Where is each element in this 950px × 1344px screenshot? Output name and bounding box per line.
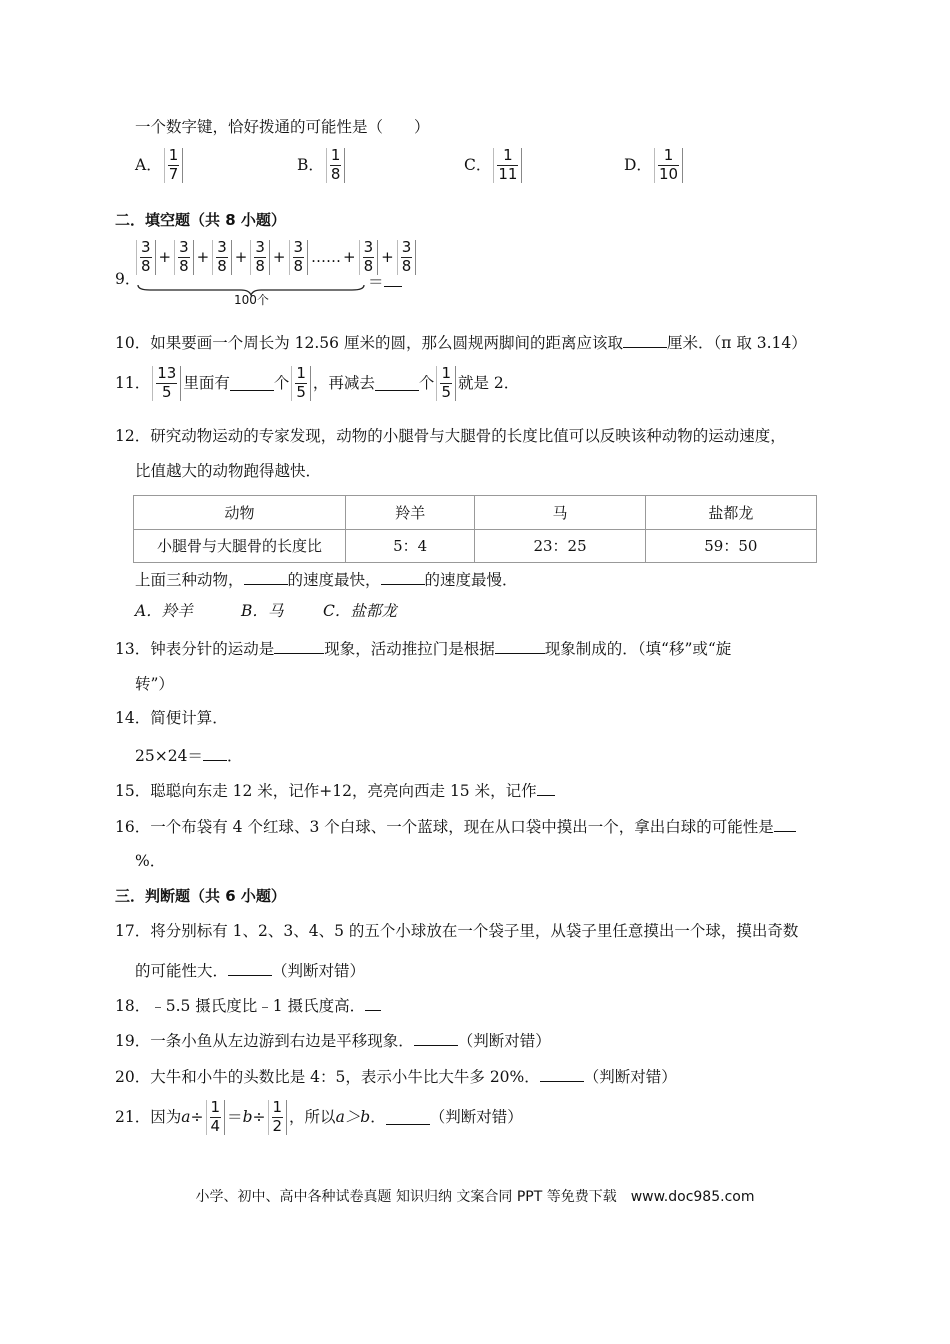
- table-header-cell: 盐都龙: [645, 496, 816, 530]
- q12-option-a: A．羚羊: [135, 602, 193, 620]
- answer-blank[interactable]: [774, 817, 796, 832]
- table-cell: 5：4: [345, 529, 474, 563]
- answer-blank[interactable]: [540, 1067, 584, 1082]
- q19-text: （判断对错）: [457, 1032, 551, 1050]
- q-number: 16．: [115, 818, 151, 836]
- q12-after: [135, 570, 518, 589]
- q9-sum-row: [134, 240, 418, 275]
- q-number: 15．: [115, 782, 151, 800]
- q-number: 11．: [115, 373, 151, 392]
- q9-term: $\frac{3}{8}$: [136, 240, 156, 275]
- answer-blank[interactable]: [375, 376, 419, 391]
- q11-text: ，再减去: [312, 373, 375, 392]
- q12-line1: [115, 429, 786, 445]
- q16-text: 一个布袋有 4 个红球、3 个白球、一个蓝球，现在从口袋中摸出一个，拿出白球的可能性是: [150, 818, 774, 836]
- plus-sign: +: [272, 248, 286, 267]
- q9-term: $\frac{3}{8}$: [212, 240, 232, 275]
- table-cell: 23：25: [475, 529, 645, 563]
- q14: [115, 711, 228, 727]
- q8-option-a: [135, 148, 185, 183]
- q21-var-a: a: [181, 1107, 191, 1126]
- q10: [115, 333, 807, 352]
- q15: [115, 781, 555, 800]
- q12-option-b: B．马: [241, 602, 284, 620]
- q10-text-end: 厘米．（π 取 3.14）: [666, 334, 807, 352]
- q12-text: 的速度最慢．: [424, 571, 518, 589]
- q11-text: 里面有: [183, 373, 230, 392]
- table-cell: 59：50: [645, 529, 816, 563]
- q-number: 10．: [115, 334, 151, 352]
- q-number: 14．: [115, 709, 151, 727]
- q9-term: $\frac{3}{8}$: [289, 240, 309, 275]
- q8-option-label: D．: [624, 155, 652, 174]
- q16-line2: %．: [135, 852, 166, 870]
- q8-option-label: B．: [297, 155, 324, 174]
- q12-line2: 比值越大的动物跑得越快．: [135, 462, 322, 480]
- q13-line1: [115, 639, 731, 658]
- division-sign: ÷: [252, 1107, 266, 1126]
- q21-text: （判断对错）: [429, 1107, 523, 1126]
- q12-text: 上面三种动物，: [135, 571, 244, 589]
- q-number: 21．: [115, 1107, 151, 1126]
- plus-sign: +: [343, 248, 356, 267]
- q17-line1: [115, 924, 798, 940]
- q9-term: $\frac{3}{8}$: [359, 240, 379, 275]
- q-number: 18．: [115, 997, 151, 1015]
- page-footer: 小学、初中、高中各种试卷真题 知识归纳 文案合同 PPT 等免费下载 www.doc985.com: [195, 1189, 755, 1205]
- q14-expr: 25×24＝: [135, 747, 203, 765]
- q-number: 20．: [115, 1068, 151, 1086]
- answer-blank[interactable]: [365, 996, 381, 1011]
- q9-number: 9．: [115, 270, 141, 288]
- table-row: [134, 496, 817, 530]
- q-number: 19．: [115, 1032, 151, 1050]
- q11-fraction: $\frac{1}{5}$: [436, 366, 456, 401]
- ellipsis: ……: [311, 248, 342, 267]
- q21-text: ．: [370, 1107, 386, 1126]
- table-row: [134, 529, 817, 563]
- section-title-fill-blank: 二．填空题（共 8 小题）: [115, 211, 286, 229]
- q9-answer: [368, 272, 402, 291]
- q-number: 13．: [115, 640, 151, 658]
- answer-blank[interactable]: [623, 333, 667, 348]
- q16: [115, 817, 796, 836]
- q12-table: [133, 495, 817, 563]
- plus-sign: +: [381, 248, 394, 267]
- q11-fraction: $\frac{1}{5}$: [291, 366, 311, 401]
- answer-blank[interactable]: [495, 639, 545, 654]
- answer-blank[interactable]: [244, 570, 288, 585]
- plus-sign: +: [196, 248, 210, 267]
- division-sign: ÷: [190, 1107, 204, 1126]
- q21-fraction: $\frac{1}{4}$: [206, 1100, 226, 1135]
- q13-line2: 转”）: [135, 675, 174, 693]
- answer-blank[interactable]: [203, 746, 227, 761]
- section-title-judgement: 三．判断题（共 6 小题）: [115, 887, 286, 905]
- q14-expression: [135, 746, 242, 765]
- q21: [115, 1100, 523, 1135]
- q9-term: $\frac{3}{8}$: [174, 240, 194, 275]
- q14-dot: ．: [226, 747, 243, 765]
- q11-text: 就是 2．: [457, 373, 520, 392]
- q9-term: $\frac{3}{8}$: [250, 240, 270, 275]
- answer-blank[interactable]: [386, 1110, 430, 1125]
- q20-text: （判断对错）: [583, 1068, 677, 1086]
- q19: [115, 1031, 551, 1050]
- q17-text: 将分别标有 1、2、3、4、5 的五个小球放在一个袋子里，从袋子里任意摸出一个球，摸出奇数: [150, 922, 799, 940]
- q11-text: 个: [273, 373, 290, 392]
- answer-blank[interactable]: [230, 376, 274, 391]
- q8-option-fraction: $\frac{1}{7}$: [164, 148, 184, 183]
- q21-text: 因为: [150, 1107, 182, 1126]
- q-number: 17．: [115, 922, 151, 940]
- q-number: 12．: [115, 427, 151, 445]
- q20-text: 大牛和小牛的头数比是 4：5，表示小牛比大牛多 20%．: [150, 1068, 540, 1086]
- q17-text: （判断对错）: [272, 962, 366, 980]
- answer-blank[interactable]: [274, 639, 324, 654]
- q8-option-label: A．: [135, 155, 162, 174]
- q21-var-b: b: [242, 1107, 253, 1126]
- plus-sign: +: [234, 248, 248, 267]
- q12-text: 研究动物运动的专家发现，动物的小腿骨与大腿骨的长度比值可以反映该种动物的运动速度，: [150, 427, 786, 445]
- q13-text: 现象制成的．（填“移”或“旋: [544, 640, 732, 658]
- q9-sum-image: [134, 238, 412, 307]
- q8-option-fraction: $\frac{1}{8}$: [326, 148, 346, 183]
- q11-text: 个: [418, 373, 435, 392]
- q8-text: 一个数字键，恰好拨通的可能性是（ ）: [135, 118, 430, 136]
- q10-text: 如果要画一个周长为 12.56 厘米的圆，那么圆规两脚间的距离应该取: [150, 334, 623, 352]
- q13-text: 现象，活动推拉门是根据: [324, 640, 495, 658]
- answer-blank[interactable]: [228, 961, 272, 976]
- q12-option-c: C．盐都龙: [323, 602, 397, 620]
- q8-option-fraction: $\frac{1}{11}$: [493, 148, 522, 183]
- q18-text: ﹣5.5 摄氏度比﹣1 摄氏度高．: [150, 997, 366, 1015]
- q15-text: 聪聪向东走 12 米，记作+12，亮亮向西走 15 米，记作: [150, 782, 537, 800]
- q13-text: 钟表分针的运动是: [150, 640, 275, 658]
- q8-option-b: [297, 148, 347, 183]
- q21-text: ，所以: [289, 1107, 336, 1126]
- table-cell: 小腿骨与大腿骨的长度比: [134, 529, 346, 563]
- q20: [115, 1067, 677, 1086]
- table-header-cell: 马: [475, 496, 645, 530]
- answer-blank[interactable]: [537, 781, 555, 796]
- equals-sign: ＝: [368, 273, 384, 291]
- q11: [115, 366, 519, 401]
- q21-relation: a＞b: [335, 1107, 371, 1126]
- answer-blank[interactable]: [414, 1031, 458, 1046]
- q21-fraction: $\frac{1}{2}$: [268, 1100, 288, 1135]
- q9-term: $\frac{3}{8}$: [397, 240, 417, 275]
- table-header-cell: 羚羊: [345, 496, 474, 530]
- answer-blank[interactable]: [384, 272, 402, 287]
- q8-option-label: C．: [464, 155, 492, 174]
- q8-option-d: [624, 148, 685, 183]
- q17-line2: [135, 961, 365, 980]
- q8-option-c: [464, 148, 524, 183]
- q9-brace-label: 100个: [234, 293, 269, 307]
- equals-sign: ＝: [227, 1107, 243, 1126]
- table-header-cell: 动物: [134, 496, 346, 530]
- plus-sign: +: [158, 248, 172, 267]
- answer-blank[interactable]: [381, 570, 425, 585]
- q14-text: 简便计算．: [150, 709, 228, 727]
- q11-fraction: $\frac{13}{5}$: [152, 366, 181, 401]
- q17-text: 的可能性大．: [135, 962, 229, 980]
- q12-text: 的速度最快，: [287, 571, 381, 589]
- q8-option-fraction: $\frac{1}{10}$: [654, 148, 683, 183]
- q19-text: 一条小鱼从左边游到右边是平移现象．: [150, 1032, 414, 1050]
- q18: [115, 996, 381, 1015]
